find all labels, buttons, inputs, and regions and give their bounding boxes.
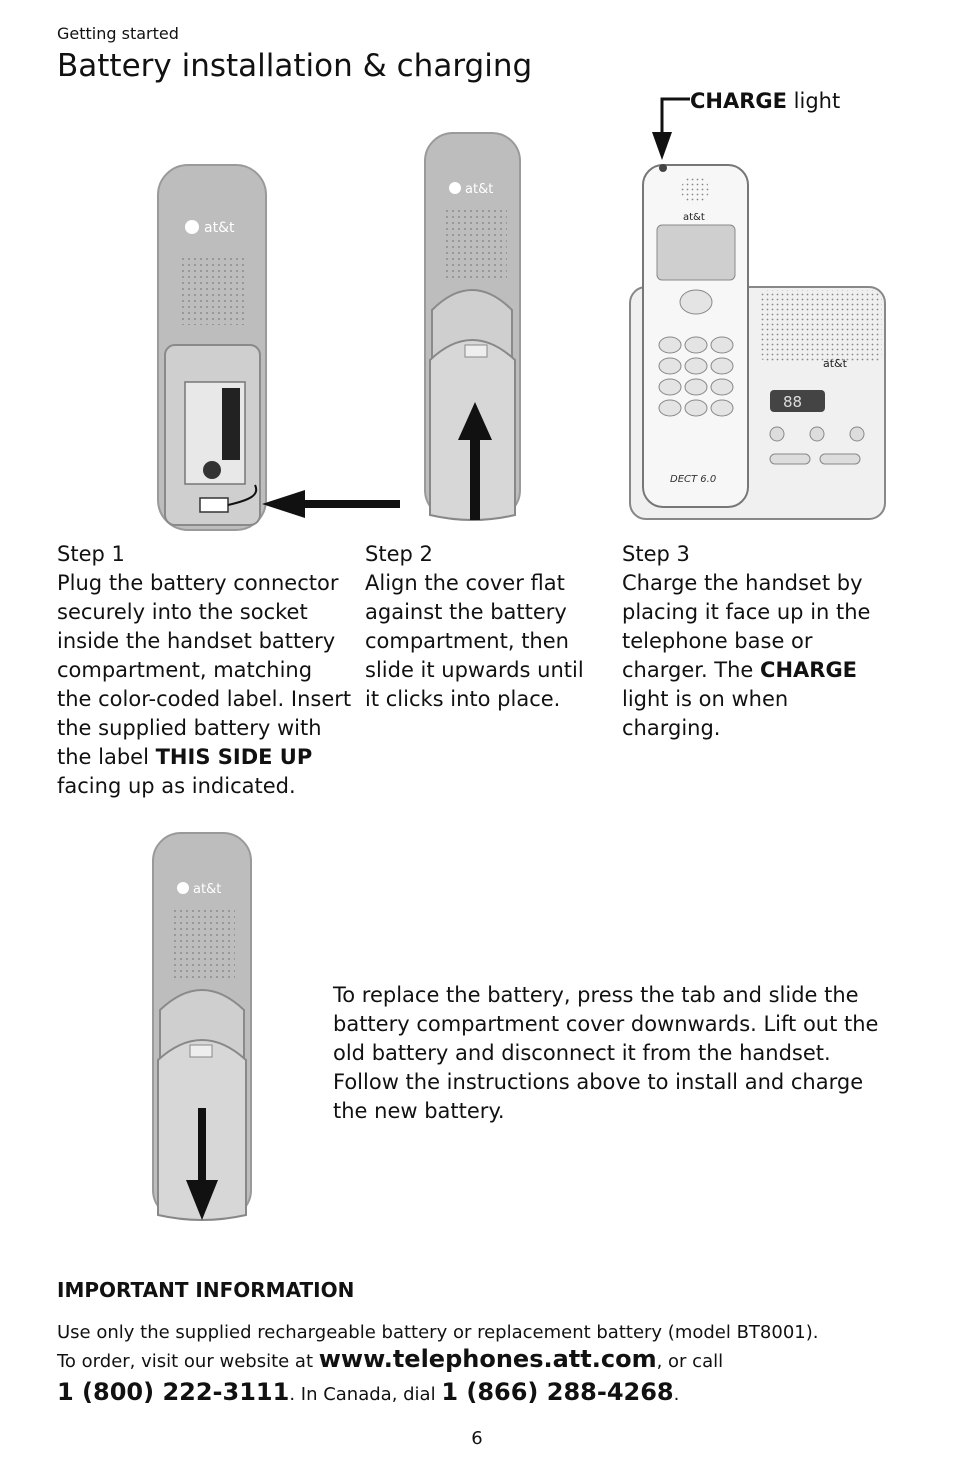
charge-light xyxy=(659,164,667,172)
important-line-2 xyxy=(57,1345,917,1373)
step1-handset-illustration xyxy=(150,160,410,535)
battery-label xyxy=(222,388,240,460)
section-label: Getting started xyxy=(57,24,179,43)
dect-label: DECT 6.0 xyxy=(670,474,717,485)
charge-callout-rest: light xyxy=(787,89,841,113)
step-2-text: Align the cover flat against the battery compartment, then slide it upwards until it clicks into place. xyxy=(365,571,584,711)
important-line-3 xyxy=(57,1378,917,1406)
step-1-text-b: facing up as indicated. xyxy=(57,774,296,798)
step3-base-illustration xyxy=(625,162,890,524)
step-1 xyxy=(57,540,352,801)
or-call-text: , or call xyxy=(656,1351,724,1372)
speaker-grille xyxy=(178,255,248,325)
handset-earpiece xyxy=(681,176,709,204)
handset-screen xyxy=(657,225,735,280)
important-title: IMPORTANT INFORMATION xyxy=(57,1278,355,1302)
charge-callout-arrow xyxy=(650,94,695,164)
logo-text: at&t xyxy=(193,882,222,897)
order-text: To order, visit our website at xyxy=(57,1351,319,1372)
step1-arrow xyxy=(262,490,400,518)
step-3-text-b: light is on when charging. xyxy=(622,687,789,740)
handset-logo-text: at&t xyxy=(683,212,705,223)
base-speaker-grille xyxy=(760,290,882,362)
cover-tab xyxy=(465,345,487,357)
step2-handset-illustration xyxy=(420,130,530,525)
step-1-title: Step 1 xyxy=(57,542,125,566)
step-3 xyxy=(622,540,892,743)
website-link[interactable]: www.telephones.att.com xyxy=(318,1345,657,1373)
speaker-grille xyxy=(170,910,235,980)
phone-canada: 1 (866) 288-4268 xyxy=(441,1378,674,1406)
base-display-digits: 88 xyxy=(783,393,803,411)
cover-tab xyxy=(190,1045,212,1057)
replace-battery-text: To replace the battery, press the tab and slide the battery compartment cover downwards. Lift out the old battery and disconnect it from the handset. Follow the instructions above to install and charge the new battery. xyxy=(333,983,879,1123)
step-2 xyxy=(365,540,590,714)
line-end: . xyxy=(673,1384,680,1405)
step-1-text-a: Plug the battery connector securely into the socket inside the handset battery compartment, matching the color-coded label. Insert the supplied battery with the label xyxy=(57,571,352,769)
base-logo-text: at&t xyxy=(823,357,847,370)
canada-text: . In Canada, dial xyxy=(289,1384,442,1405)
page-title: Battery installation & charging xyxy=(57,48,533,84)
at-t-logo xyxy=(185,220,235,236)
speaker-grille xyxy=(442,210,507,280)
battery-seal xyxy=(203,461,221,479)
logo-text: at&t xyxy=(465,182,494,197)
replace-handset-illustration xyxy=(148,830,258,1225)
step-3-title: Step 3 xyxy=(622,542,690,566)
step-3-text-a: Charge the handset by placing it face up in the telephone base or charger. The xyxy=(622,571,871,682)
logo-text: at&t xyxy=(204,220,235,236)
charge-callout-bold: CHARGE xyxy=(690,89,787,113)
phone-us: 1 (800) 222-3111 xyxy=(57,1378,290,1406)
charge-light-callout xyxy=(690,89,840,113)
battery-socket xyxy=(200,498,228,512)
important-line-1: Use only the supplied rechargeable battery or replacement battery (model BT8001). xyxy=(57,1322,819,1343)
step-3-bold: CHARGE xyxy=(760,658,858,682)
step-2-title: Step 2 xyxy=(365,542,433,566)
page-number: 6 xyxy=(471,1428,483,1449)
step-1-bold: THIS SIDE UP xyxy=(155,745,313,769)
